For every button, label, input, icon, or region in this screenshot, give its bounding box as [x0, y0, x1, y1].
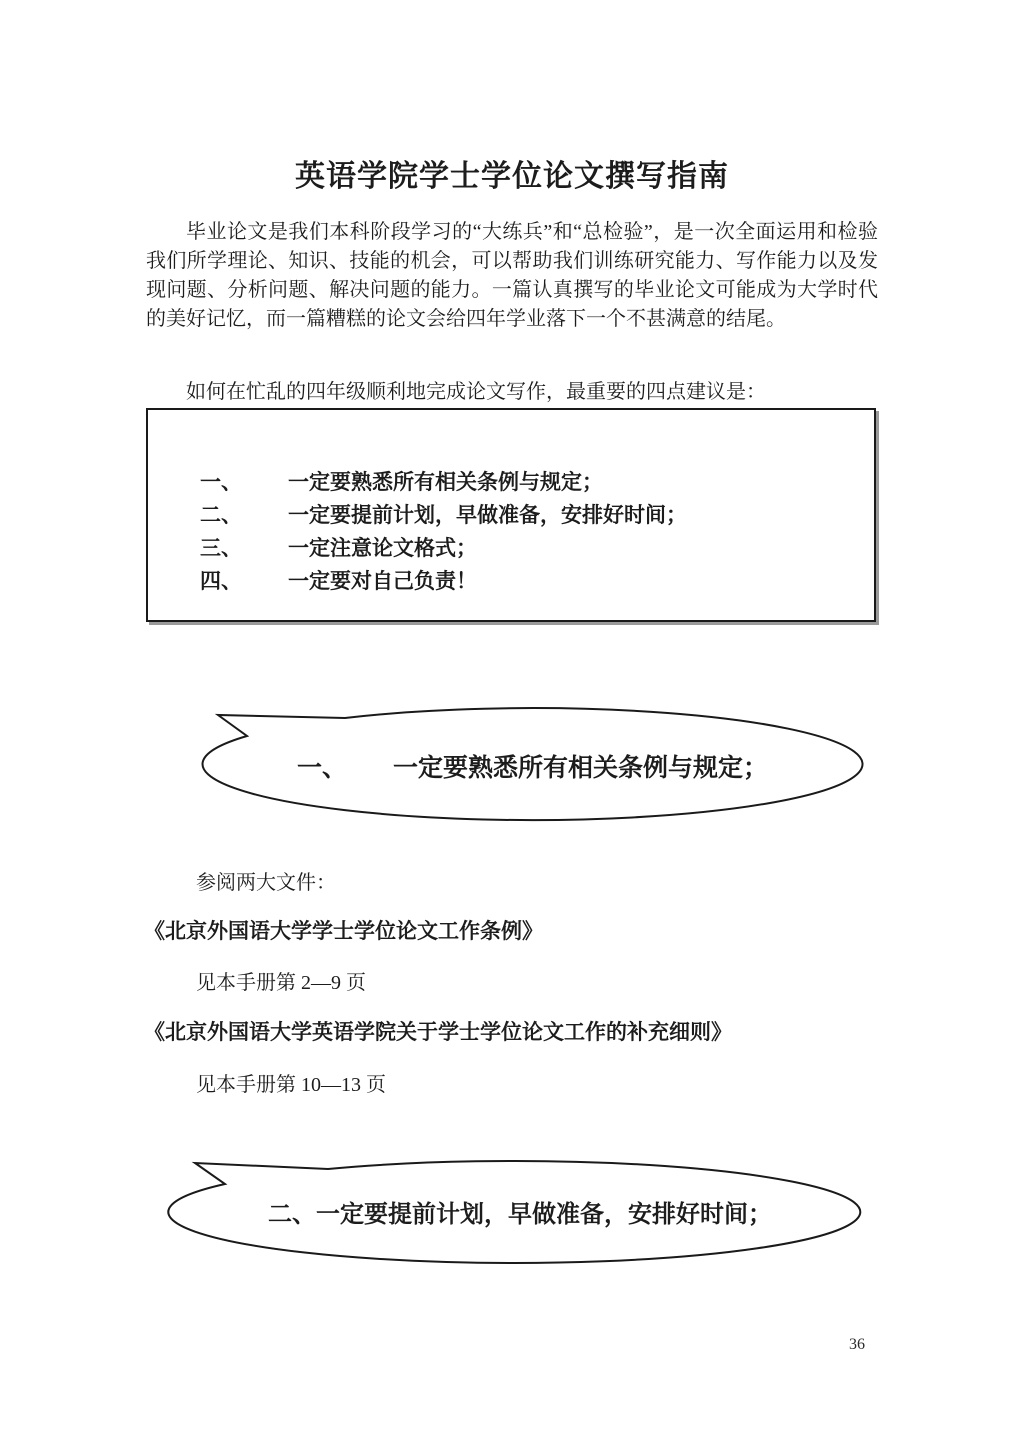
advice-item-3: [200, 532, 874, 565]
advice-item-text: 一定要对自己负责！: [288, 570, 477, 593]
advice-item-number: 一、: [200, 471, 242, 494]
advice-list: [200, 466, 874, 598]
bubble-2-text: 二、一定要提前计划，早做准备，安排好时间；: [268, 1200, 772, 1228]
reference-doc-1-location: 见本手册第 2—9 页: [196, 972, 366, 994]
page-title: 英语学院学士学位论文撰写指南: [295, 160, 729, 194]
advice-item-text: 一定要熟悉所有相关条例与规定；: [288, 471, 603, 494]
page-number: 36: [849, 1336, 865, 1353]
advice-item-text: 一定要提前计划，早做准备，安排好时间；: [288, 504, 687, 527]
advice-item-number: 二、: [200, 504, 242, 527]
advice-item-number: 三、: [200, 537, 242, 560]
advice-item-1: [200, 466, 874, 499]
advice-item-2: [200, 499, 874, 532]
speech-bubble-1: [195, 712, 870, 820]
reference-doc-2-location: 见本手册第 10—13 页: [196, 1074, 386, 1096]
advice-item-text: 一定注意论文格式；: [288, 537, 477, 560]
bubble-1-number: 一、: [296, 754, 347, 782]
references-lead: 参阅两大文件：: [196, 872, 336, 894]
reference-doc-2-title: 《北京外国语大学英语学院关于学士学位论文工作的补充细则》: [144, 1020, 732, 1044]
advice-lead-paragraph: 如何在忙乱的四年级顺利地完成论文写作，最重要的四点建议是：: [186, 381, 766, 403]
reference-doc-1-title: 《北京外国语大学学士学位论文工作条例》: [144, 919, 543, 943]
bubble-1-text: 一定要熟悉所有相关条例与规定；: [393, 754, 769, 782]
advice-box: [146, 408, 876, 622]
speech-bubble-2: [170, 1160, 870, 1262]
intro-paragraph: 毕业论文是我们本科阶段学习的“大练兵”和“总检验”，是一次全面运用和检验我们所学理论、知识、技能的机会，可以帮助我们训练研究能力、写作能力以及发现问题、分析问题、解决问题的能力。一篇认真撰写的毕业论文可能成为大学时代的美好记忆，而一篇糟糕的论文会给四年学业落下一个不甚满意的结尾。: [146, 221, 878, 330]
advice-item-number: 四、: [200, 570, 242, 593]
advice-item-4: [200, 565, 874, 598]
